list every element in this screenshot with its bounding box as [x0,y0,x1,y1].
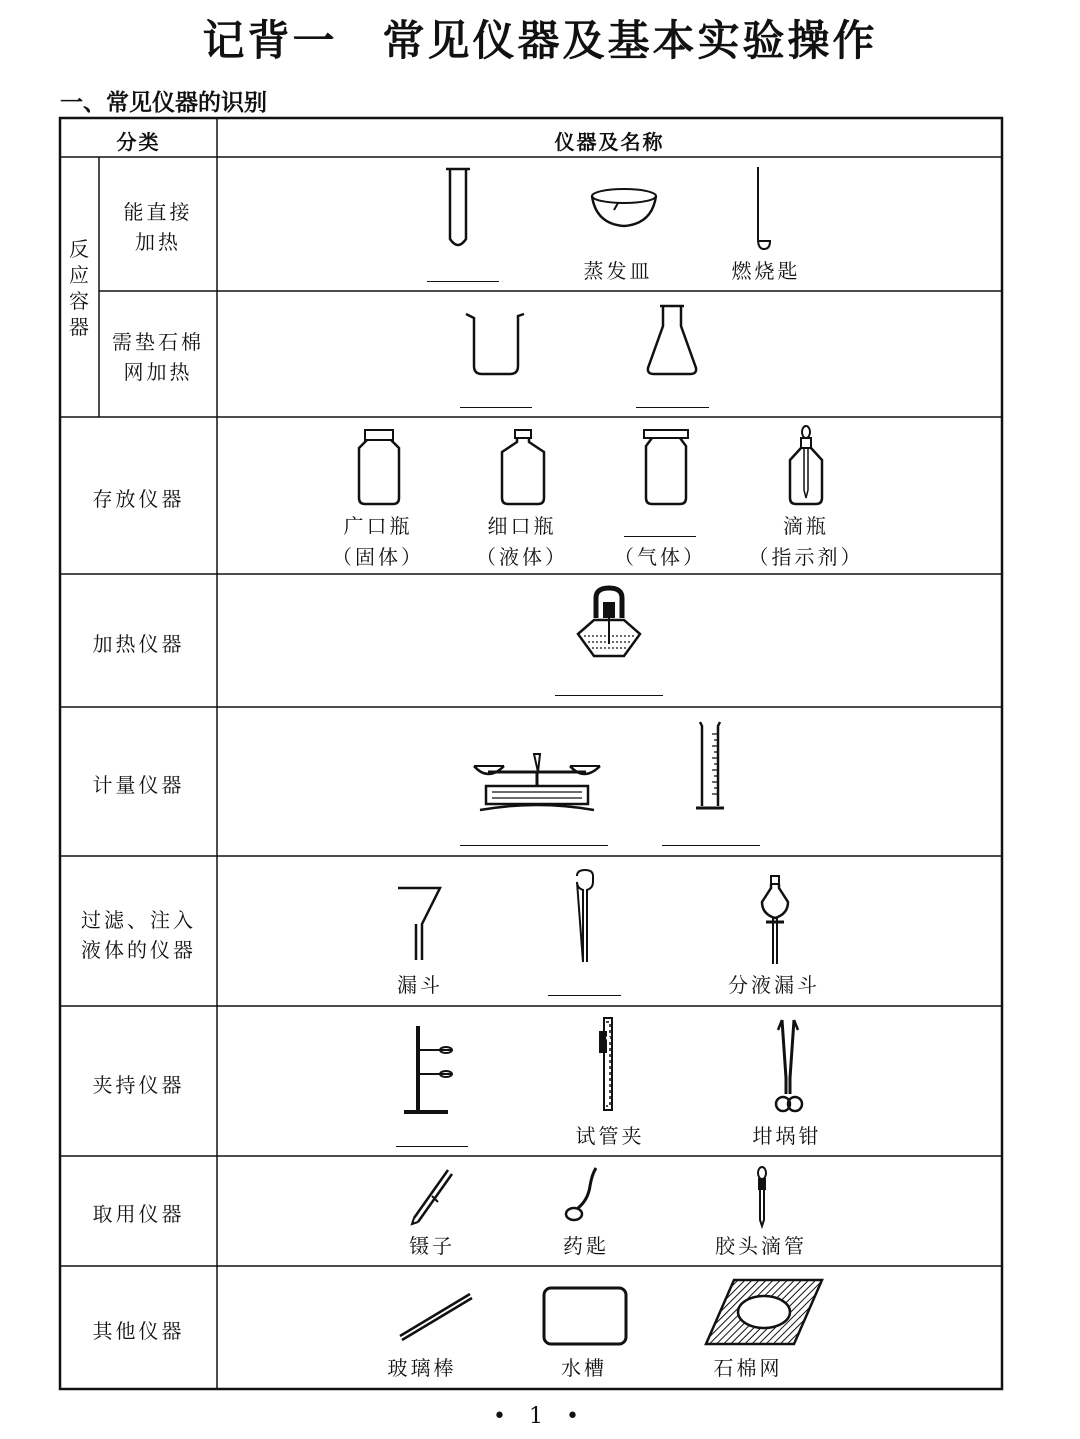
blank-graduated-cylinder [662,845,760,846]
page-title: 记背一 常见仪器及基本实验操作 [202,16,878,65]
label-dropper-bottle-note: （指示剂） [748,545,864,569]
header-instruments: 仪器及名称 [554,130,665,154]
category-holding: 夹持仪器 [92,1073,185,1097]
test-tube-holder-icon [594,1016,624,1112]
page-number: • 1 • [493,1404,587,1429]
wide-mouth-bottle-icon [355,428,403,506]
water-trough-icon [542,1286,628,1346]
blank-long-neck-funnel [548,995,621,996]
category-reaction-vessel: 反应容器 [69,237,89,339]
conical-flask-icon [644,302,700,378]
label-dropper-bottle: 滴瓶 [783,514,829,538]
separatory-funnel-icon [758,874,792,968]
label-water-trough: 水槽 [561,1356,607,1380]
label-combustion-spoon: 燃烧匙 [731,259,801,283]
category-taking: 取用仪器 [92,1202,185,1226]
test-tube-icon [440,165,476,255]
label-wide-bottle-note: （固体） [332,545,424,569]
label-evaporating-dish: 蒸发皿 [583,259,653,283]
rubber-dropper-icon [752,1166,772,1228]
category-filtering-line2: 液体的仪器 [81,938,196,962]
blank-beaker [460,407,532,408]
sub-direct-line1: 能直接 [123,200,193,224]
label-crucible-tongs: 坩埚钳 [752,1124,822,1148]
blank-test-tube [427,281,499,282]
label-narrow-bottle-note: （液体） [476,545,568,569]
category-storage: 存放仪器 [92,487,185,511]
section-heading: 一、常见仪器的识别 [60,90,267,116]
long-neck-funnel-icon [570,868,600,966]
category-others: 其他仪器 [92,1319,185,1343]
label-narrow-bottle: 细口瓶 [487,514,557,538]
combustion-spoon-icon [748,165,778,251]
category-filtering-line1: 过滤、注入 [81,908,196,932]
asbestos-gauze-icon [704,1278,824,1346]
tweezers-icon [408,1168,454,1226]
header-category: 分类 [116,130,161,154]
label-gas-bottle-note: （气体） [614,545,706,569]
medicine-spoon-icon [562,1166,602,1226]
label-tweezers: 镊子 [409,1234,455,1258]
label-separatory-funnel: 分液漏斗 [728,973,820,997]
blank-gas-bottle [624,536,696,537]
graduated-cylinder-icon [694,720,730,812]
blank-conical-flask [636,407,709,408]
iron-stand-icon [402,1024,462,1116]
blank-alcohol-lamp [555,695,663,696]
narrow-mouth-bottle-icon [498,428,548,506]
crucible-tongs-icon [772,1018,806,1114]
sub-direct-line2: 加热 [135,230,181,254]
label-test-tube-holder: 试管夹 [575,1124,645,1148]
category-heating: 加热仪器 [92,632,185,656]
sub-gauze-line2: 网加热 [123,360,193,384]
beaker-icon [462,310,528,380]
gas-bottle-icon [642,428,690,506]
alcohol-lamp-icon [574,584,644,660]
sub-gauze-line1: 需垫石棉 [112,330,204,354]
funnel-icon [396,884,442,964]
label-medicine-spoon: 药匙 [563,1234,609,1258]
blank-iron-stand [396,1146,468,1147]
glass-rod-icon [396,1290,476,1342]
label-wide-bottle: 广口瓶 [343,514,413,538]
label-rubber-dropper: 胶头滴管 [715,1234,807,1258]
category-measuring: 计量仪器 [92,773,185,797]
balance-icon [472,752,602,816]
label-asbestos-gauze: 石棉网 [713,1356,783,1380]
dropper-bottle-icon [786,424,826,506]
label-funnel: 漏斗 [397,973,443,997]
blank-balance [460,845,608,846]
label-glass-rod: 玻璃棒 [387,1356,457,1380]
evaporating-dish-icon [588,186,660,232]
